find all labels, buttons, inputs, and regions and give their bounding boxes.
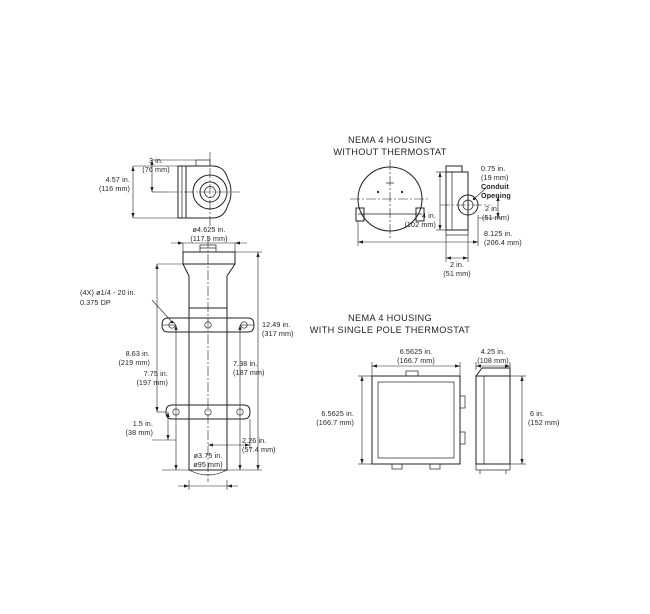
dim-dia375mm-label: ø95 mm) [193, 460, 223, 469]
conduit-label-line1: 0.75 in. [481, 164, 506, 173]
title-nema4-without-thermostat-line2: WITHOUT THERMOSTAT [333, 147, 447, 157]
dim-dia4625mm-label: (117.5 mm) [190, 234, 228, 243]
br-dim-right-top-in-label: 4.25 in. [480, 347, 506, 356]
br-dim-left-mm-label: (166.7 mm) [316, 418, 354, 427]
left-dim-775in [162, 325, 189, 470]
left-top-housing [168, 152, 240, 228]
dim-226mm-label: (57.4 mm) [242, 445, 276, 454]
br-dim-left [358, 376, 372, 464]
conduit-label-line2: (19 mm) [481, 173, 509, 182]
dim-226in-label: 2.26 in. [242, 436, 267, 445]
dim-738mm-label: (187 mm) [233, 368, 265, 377]
dim-4mm-label: (102 mm) [404, 220, 436, 229]
br-dim-top-in-label: 6.5625 in. [399, 347, 433, 356]
br-dim-right-mm-label: (152 mm) [528, 418, 560, 427]
dim-775in-label: 7.75 in. [143, 369, 168, 378]
conduit-label-line3: Conduit [481, 182, 509, 191]
dim-4in-label: 4 in. [421, 211, 436, 220]
title-nema4-with-thermostat-line1: NEMA 4 HOUSING [347, 313, 433, 323]
thread-callout-line2: 0.375 DP [80, 298, 111, 307]
br-dim-top-mm-label: (166.7 mm) [397, 356, 435, 365]
dim-1249mm-label: (317 mm) [262, 329, 294, 338]
dim-8125in-label: 8.125 in. [484, 229, 513, 238]
br-dim-right [510, 376, 526, 464]
br-dim-left-in-label: 6.5625 in. [321, 409, 354, 418]
tr-dim-2in-lower [446, 235, 468, 262]
dim-457mm-label: (116 mm) [98, 184, 130, 193]
dim-15in-label: 1.5 in. [132, 419, 153, 428]
dim-738in-label: 7.38 in. [233, 359, 258, 368]
dim-15mm-label: (38 mm) [125, 428, 153, 437]
dim-2in-lower-label: 2 in. [449, 260, 465, 269]
tr-dim-4in [436, 172, 446, 230]
title-nema4-without-thermostat-line1: NEMA 4 HOUSING [347, 135, 433, 145]
thread-callout-line1: (4X) ø1/4 - 20 in. [80, 288, 136, 297]
dim-dia375in-label: ø3.75 in. [193, 451, 223, 460]
dim-3mm-label: (76 mm) [142, 165, 170, 174]
dim-775mm-label: (197 mm) [136, 378, 168, 387]
left-thread-leader [152, 300, 173, 323]
conduit-label-line4: Opening [481, 191, 511, 200]
dim-8125mm-label: (206.4 mm) [484, 238, 522, 247]
br-square-housing [372, 371, 465, 469]
dim-863mm-label: (219 mm) [118, 358, 150, 367]
br-side-profile [476, 368, 510, 474]
dim-dia4625in-label: ø4.625 in. [192, 225, 226, 234]
dim-2mm-upper-label: (51 mm) [482, 213, 510, 222]
dim-1249in-label: 12.49 in. [262, 320, 291, 329]
br-dim-right-top-mm-label: (108 mm) [477, 356, 509, 365]
dim-863in-label: 8.63 in. [125, 349, 150, 358]
dim-457in-label: 4.57 in. [105, 175, 130, 184]
left-dim-15in [152, 412, 176, 440]
left-dim-863in [155, 264, 183, 412]
dim-2mm-lower-label: (51 mm) [443, 269, 471, 278]
title-nema4-with-thermostat-line2: WITH SINGLE POLE THERMOSTAT [309, 325, 471, 335]
dim-3in-label: 3 in. [148, 156, 164, 165]
dim-2in-upper-label: 2 in. [485, 204, 500, 213]
br-dim-right-in-label: 6 in. [530, 409, 545, 418]
